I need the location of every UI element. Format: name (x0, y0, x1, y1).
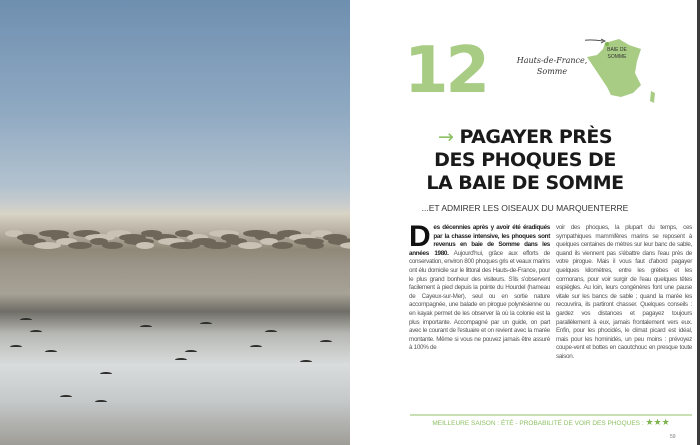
body-text: Aujourd'hui, grâce aux efforts de conservation, environ 800 phoques gris et veaux marins ont élu domicile sur le littoral des Hauts-de-France, pour le plus grand bonheur des visiteurs. S'ils s'observent facilement à pied depuis la pointe du Hourdel (hameau de Cayeux-sur-Mer), seul ou en sortie nature accompagnée, une balade en pirogue polynésienne ou en kayak permet de les observer là où la colonie est la plus importante. Accompagné par un guide, on part avec le courant de l'estuaire et on revient avec la marée montante. Même si vous ne pouvez jamais être assuré à 100% de (409, 249, 551, 352)
seal-shape (68, 242, 92, 249)
drop-cap: D (409, 220, 431, 253)
lead-text: es décennies après y avoir été éradiqués par la chasse intensive, les phoques sont revenus en baie de Somme dans les années 1980. (409, 224, 550, 257)
seal-shape (340, 242, 351, 249)
rating-stars-icon: ★★★ (645, 417, 670, 427)
bird-shape (100, 372, 112, 376)
bird-shape (140, 325, 152, 329)
map-label (602, 47, 632, 61)
subtitle: ...ET ADMIRER LES OISEAUX DU MARQUENTERRE (421, 203, 629, 213)
title-line2: DES PHOQUES DE (434, 149, 616, 171)
title-line1: PAGAYER PRÈS (459, 126, 613, 148)
map-label-line1: BAIE DE (607, 47, 627, 53)
footer-text: MEILLEURE SAISON : ÉTÉ - PROBABILITÉ DE VOIR DES PHOQUES : (432, 420, 646, 427)
region-label (512, 55, 592, 77)
body-column-2: voir des phoques, la plupart du temps, ces sympathiques mammifères marins se reposent à quelques centaines de mètres sur leur banc de sable, quand ils viennent pas s'ébattre dans l'eau près de votre pirogue. Mais il vous faut d'abord pagayer quelques kilomètres, entre les grèbes et les cormorans, pour voir surgir de l'eau quelques têtes espiègles. Au loin, leurs congénères font une pause vitale sur les bancs de sable ; quand la marée les recouvrira, ils partiront chasser. Quelques conseils : gardez vos distances et pagayez toujours parallèlement à eux, jamais frontalement vers eux. Enfin, pour les phocidés, le climat picard est idéal, mais pour les hominidés, un peu moins : prévoyez coupe-vent et bottes en caoutchouc en presque toute saison. (556, 224, 692, 360)
map-label-line2: SOMME (607, 54, 627, 60)
bird-shape (265, 330, 277, 334)
bird-shape (200, 322, 212, 326)
page-title (405, 126, 645, 195)
seal-shape (272, 242, 293, 249)
seal-shape (136, 242, 154, 249)
seal-shape (238, 242, 262, 249)
bird-shape (320, 340, 332, 344)
page-number: 59 (670, 434, 676, 440)
footer-info (410, 418, 692, 428)
chapter-number: 12 (404, 34, 488, 108)
bird-shape (60, 395, 72, 399)
bird-shape (175, 358, 187, 362)
region-line2: Somme (536, 67, 568, 76)
seal-shape (102, 242, 123, 249)
seal-shape (306, 242, 324, 249)
bird-shape (250, 345, 262, 349)
bird-shape (30, 330, 42, 334)
bird-shape (45, 350, 57, 354)
footer-divider (410, 414, 692, 416)
bird-shape (300, 360, 312, 364)
arrow-icon: → (437, 126, 454, 148)
bird-shape (95, 400, 107, 404)
body-column-1 (409, 220, 551, 353)
bird-shape (185, 350, 197, 354)
bird-shape (10, 345, 22, 349)
region-line1: Hauts-de-France, (516, 56, 588, 65)
bird-shape (20, 318, 32, 322)
title-line3: LA BAIE DE SOMME (426, 172, 624, 194)
